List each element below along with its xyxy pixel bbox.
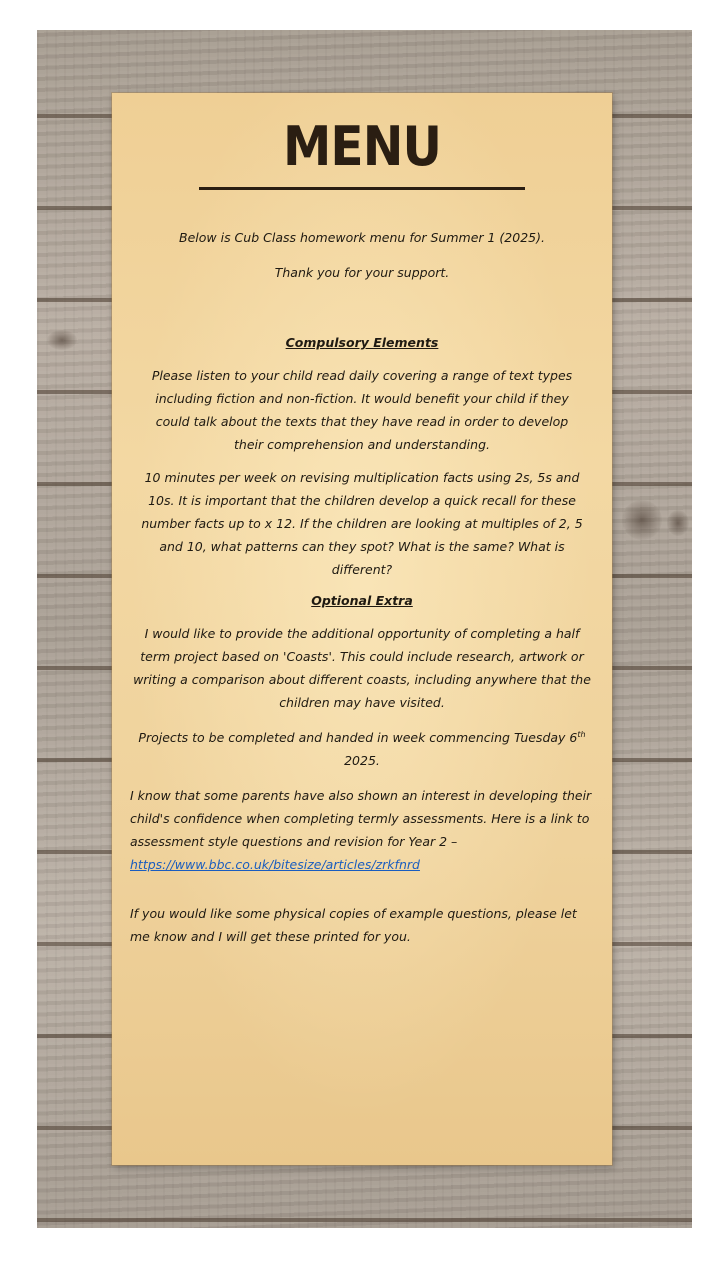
wood-background xyxy=(37,30,692,1228)
compulsory-reading-paragraph: Please listen to your child read daily covering a range of text types including fiction and non-fiction. It would benefit your child if they could talk about the texts that they have read in order to develop their comprehension and understanding. xyxy=(151,368,573,452)
intro-line-1: Below is Cub Class homework menu for Summer 1 (2025). xyxy=(179,230,545,245)
title-underline xyxy=(199,187,525,190)
copies-paragraph: If you would like some physical copies of example questions, please let me know and I will get these printed for you. xyxy=(130,906,577,944)
assessment-paragraph: I know that some parents have also shown an interest in developing their child's confidence when completing termly assessments. Here is a link to assessment style questions and revision for Year 2 – xyxy=(130,788,592,849)
project-deadline xyxy=(130,726,594,772)
menu-content xyxy=(130,226,594,948)
deadline-suffix: th xyxy=(577,729,586,739)
compulsory-heading: Compulsory Elements xyxy=(285,335,439,350)
wood-knot xyxy=(47,330,77,350)
assessment-link-line xyxy=(130,853,594,876)
menu-paper xyxy=(112,93,612,1165)
wood-knot xyxy=(622,500,662,540)
assessment-link[interactable]: https://www.bbc.co.uk/bitesize/articles/zrkfnrd xyxy=(130,857,420,872)
deadline-year: 2025. xyxy=(344,753,380,768)
optional-project-paragraph: I would like to provide the additional opportunity of completing a half term project based on 'Coasts'. This could include research, artwork or writing a comparison about different coasts, including anywhere that the children may have visited. xyxy=(133,626,591,710)
menu-title: MENU xyxy=(282,115,442,178)
intro-line-2: Thank you for your support. xyxy=(274,265,450,280)
compulsory-multiplication-paragraph: 10 minutes per week on revising multiplication facts using 2s, 5s and 10s. It is important that the children develop a quick recall for these number facts up to x 12. If the children are looking at multiples of 2, 5 and 10, what patterns can they spot? What is the same? What is different? xyxy=(141,470,583,577)
wood-knot xyxy=(667,510,689,536)
deadline-text: Projects to be completed and handed in week commencing Tuesday 6 xyxy=(138,730,578,745)
optional-heading: Optional Extra xyxy=(311,593,413,608)
